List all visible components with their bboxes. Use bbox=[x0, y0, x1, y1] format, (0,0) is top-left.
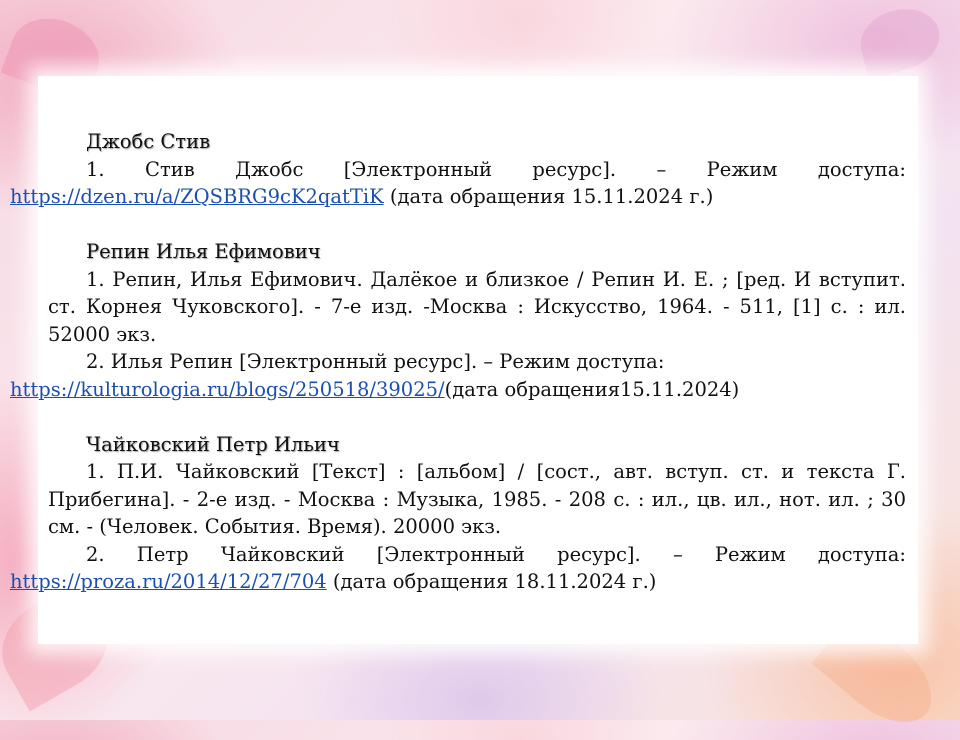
bibliography bbox=[10, 128, 906, 596]
entry-access-date: (дата обращения15.11.2024) bbox=[444, 377, 740, 401]
entry-tchaikovsky-1: 1. П.И. Чайковский [Текст] : [альбом] / [сост., авт. вступ. ст. и текста Г. Прибегина]. - 2-е изд. - Москва : Музыка, 1985. - 208 с. : ил., цв. ил., нот. ил. ; 30 см. - (Человек. События. Время). 20000 экз. bbox=[48, 460, 906, 538]
section-title-jobs: Джобс Стив bbox=[86, 130, 211, 153]
entry-repin-2 bbox=[10, 348, 906, 403]
entry-access-date: (дата обращения 18.11.2024 г.) bbox=[326, 570, 657, 593]
entry-jobs-1 bbox=[10, 156, 906, 211]
entry-link[interactable]: https://proza.ru/2014/12/27/704 bbox=[10, 570, 327, 593]
entry-text: 2. Петр Чайковский [Электронный ресурс]. – Режим доступа: bbox=[86, 542, 906, 566]
entry-link[interactable]: https://dzen.ru/a/ZQSBRG9cK2qatTiK bbox=[10, 185, 384, 208]
decor-petal bbox=[854, 1, 947, 80]
section-title-tchaikovsky: Чайковский Петр Ильич bbox=[86, 432, 340, 456]
entry-repin-1: 1. Репин, Илья Ефимович. Далёкое и близкое / Репин И. Е. ; [ред. И вступит. ст. Корнея Чуковского]. - 7-е изд. -Москва : Искусство, 1964. - 511, [1] с. : ил. 52000 экз. bbox=[48, 267, 906, 346]
entry-text: 2. Илья Репин [Электронный ресурс]. – Режим доступа: bbox=[86, 350, 665, 373]
section-title-repin: Репин Илья Ефимович bbox=[86, 240, 321, 263]
entry-tchaikovsky-2 bbox=[10, 541, 906, 596]
entry-link[interactable]: https://kulturologia.ru/blogs/250518/39025/ bbox=[10, 377, 445, 401]
entry-text: 1. Стив Джобс [Электронный ресурс]. – Режим доступа: bbox=[86, 157, 906, 181]
entry-access-date: (дата обращения 15.11.2024 г.) bbox=[383, 185, 714, 208]
